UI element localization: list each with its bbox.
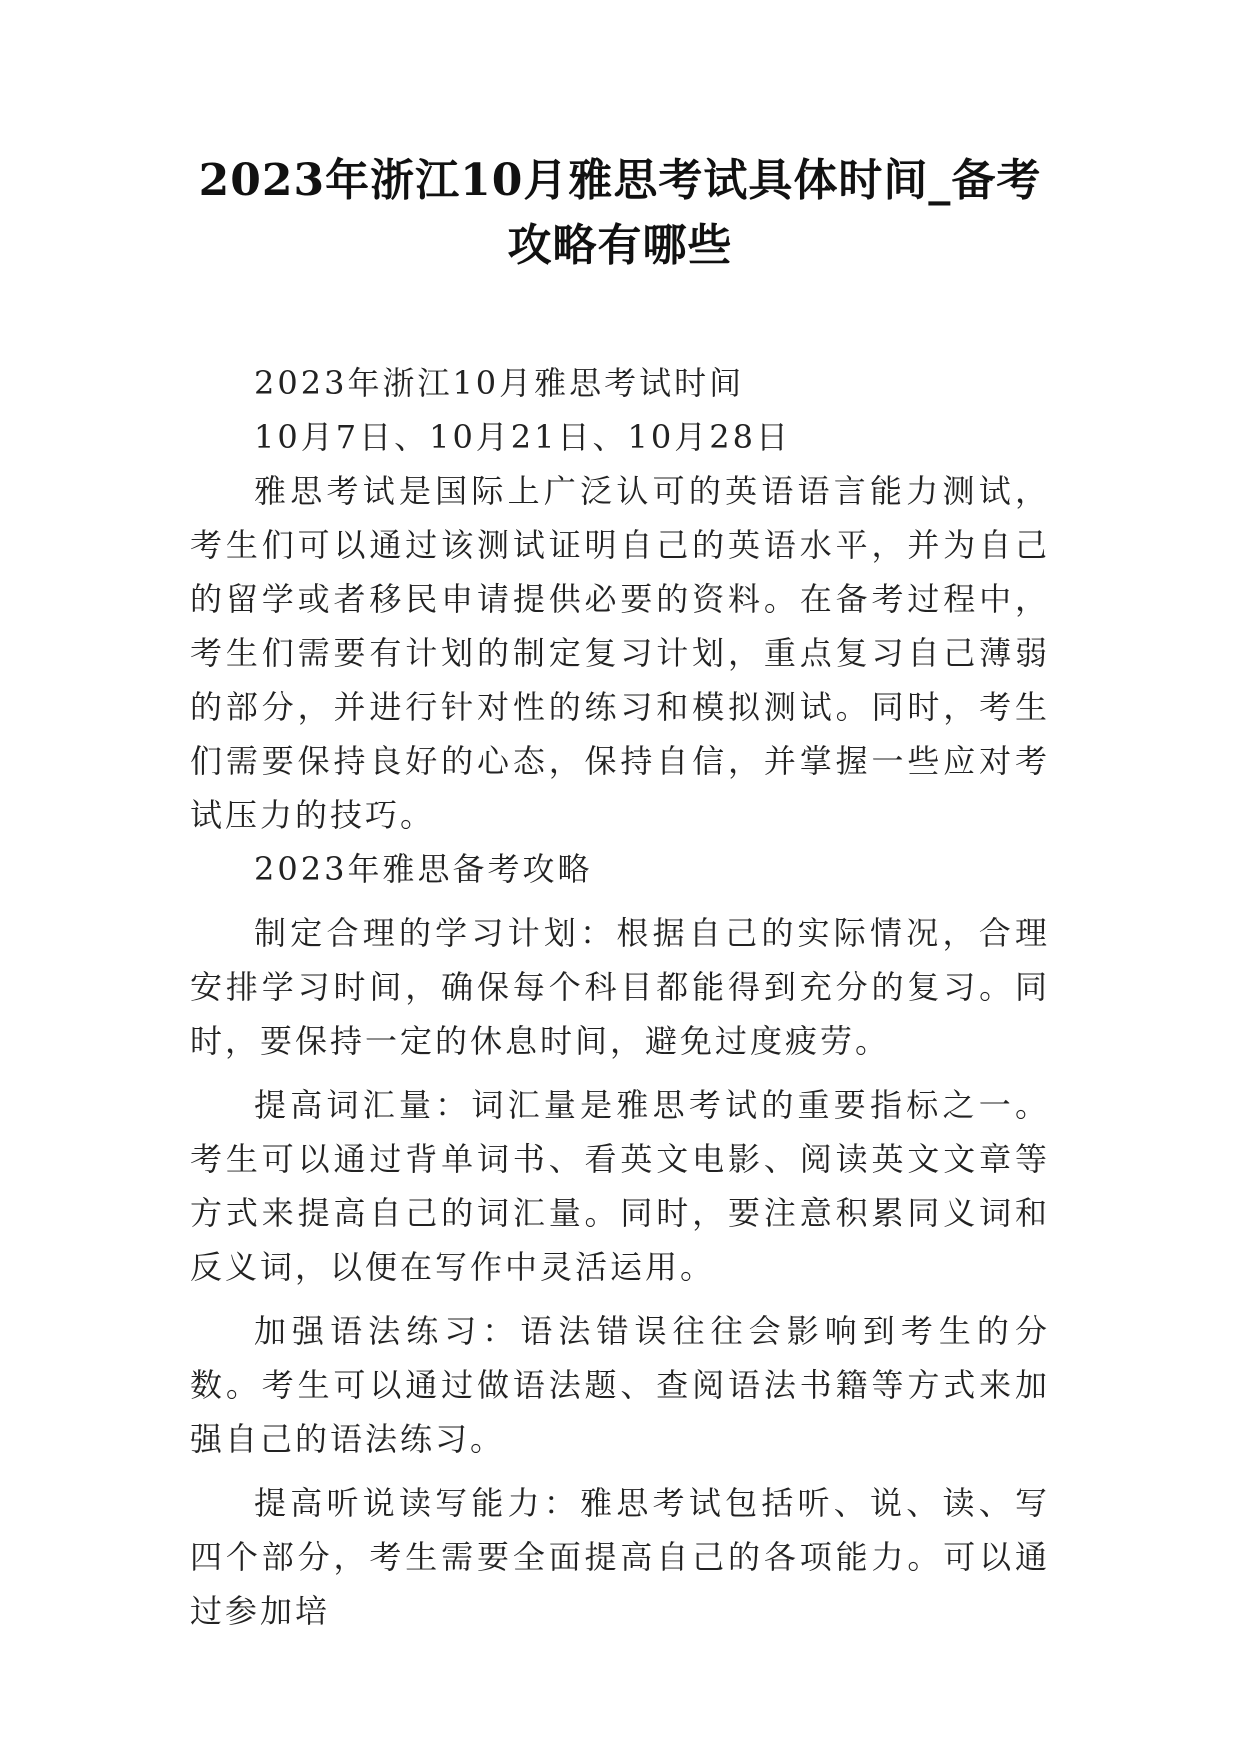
paragraph-exam-dates: 10月7日、10月21日、10月28日 — [254, 418, 791, 456]
paragraph-vocabulary: 提高词汇量：词汇量是雅思考试的重要指标之一。考生可以通过背单词书、看英文电影、阅读英文文章等方式来提高自己的词汇量。同时，要注意积累同义词和反义词，以便在写作中灵活运用。 — [190, 1086, 1050, 1286]
paragraph-skills: 提高听说读写能力：雅思考试包括听、说、读、写四个部分，考生需要全面提高自己的各项能力。可以通过参加培 — [190, 1484, 1050, 1630]
document-body — [190, 356, 1050, 1638]
paragraph-grammar: 加强语法练习：语法错误往往会影响到考生的分数。考生可以通过做语法题、查阅语法书籍等方式来加强自己的语法练习。 — [190, 1312, 1050, 1458]
paragraph-exam-heading: 2023年浙江10月雅思考试时间 — [254, 364, 745, 402]
paragraph-strategy-heading: 2023年雅思备考攻略 — [254, 850, 593, 888]
document-title: 2023年浙江10月雅思考试具体时间_备考攻略有哪些 — [198, 155, 1042, 271]
paragraph-study-plan: 制定合理的学习计划：根据自己的实际情况，合理安排学习时间，确保每个科目都能得到充分的复习。同时，要保持一定的休息时间，避免过度疲劳。 — [190, 914, 1050, 1060]
paragraph-intro: 雅思考试是国际上广泛认可的英语语言能力测试，考生们可以通过该测试证明自己的英语水平，并为自己的留学或者移民申请提供必要的资料。在备考过程中，考生们需要有计划的制定复习计划，重点复习自己薄弱的部分，并进行针对性的练习和模拟测试。同时，考生们需要保持良好的心态，保持自信，并掌握一些应对考试压力的技巧。 — [190, 472, 1050, 834]
